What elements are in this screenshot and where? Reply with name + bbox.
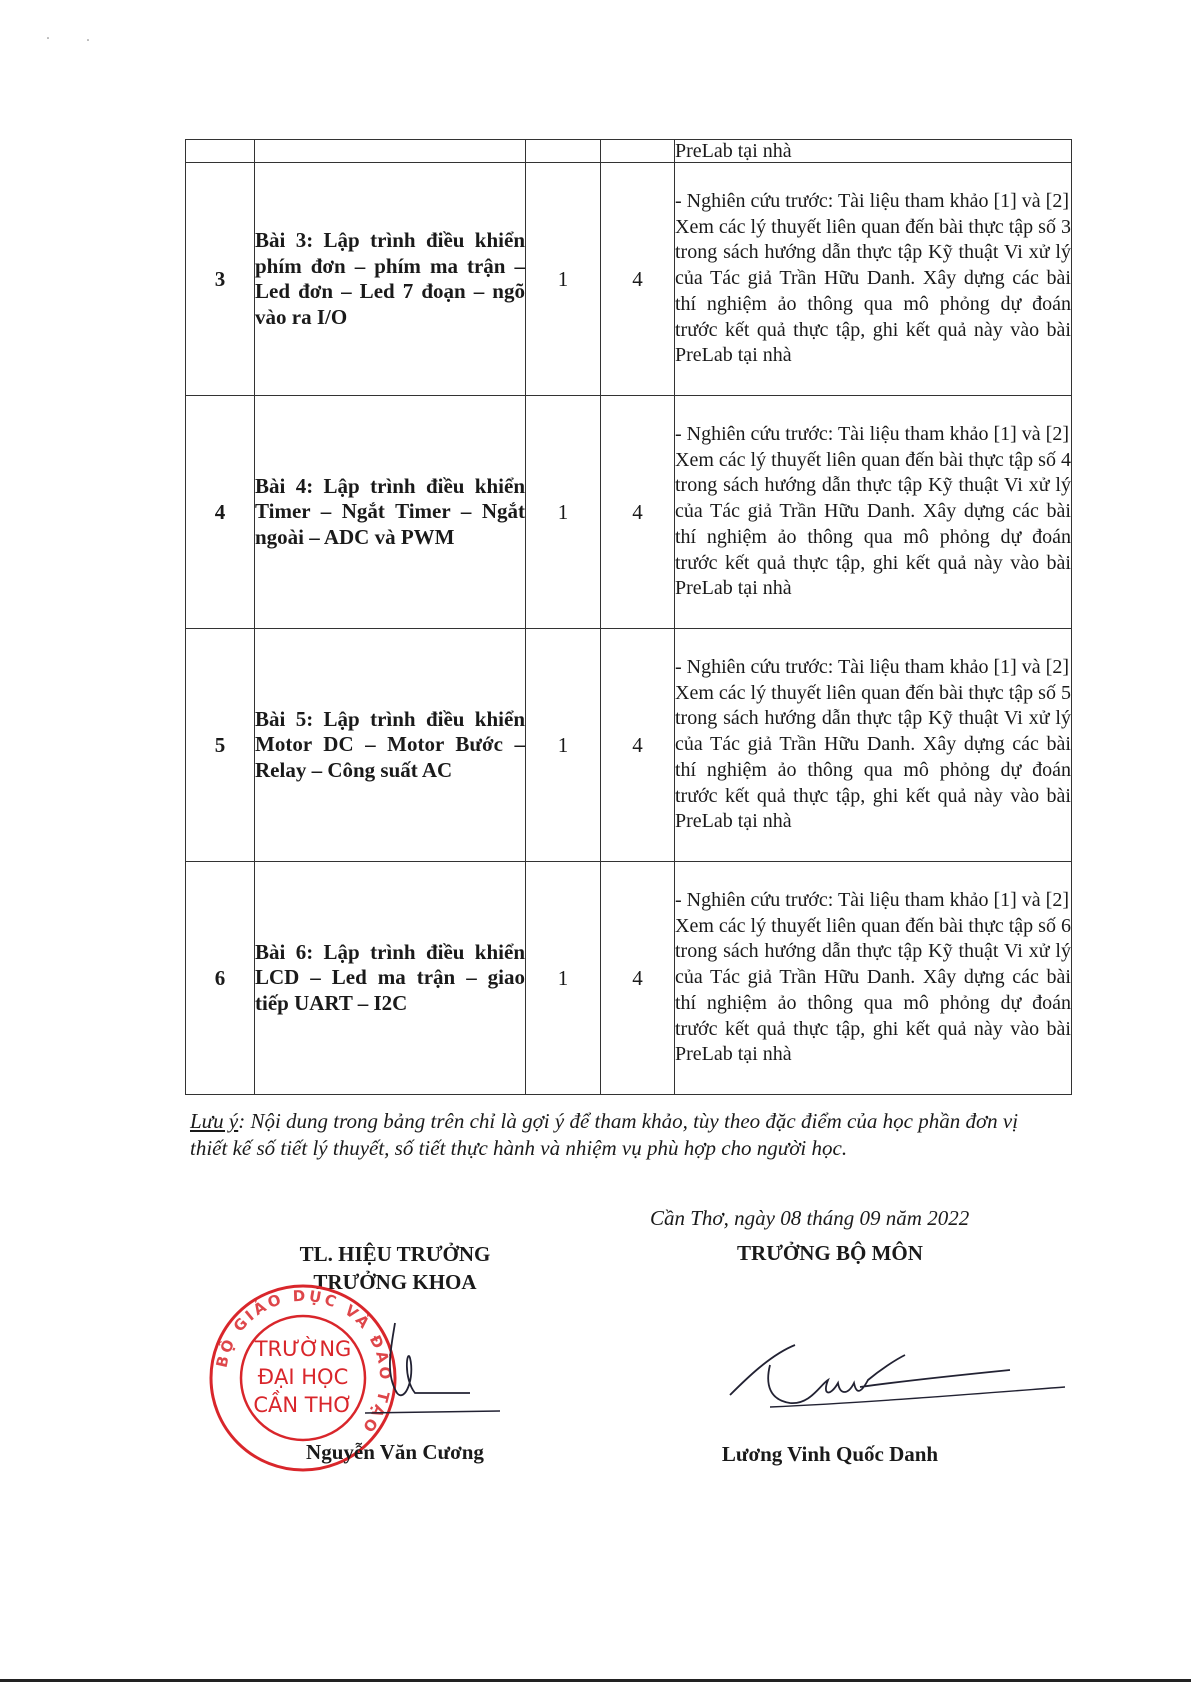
note-label: Lưu ý: [190, 1109, 239, 1133]
cell-ly-thuyet: 1: [526, 163, 601, 396]
stamp-ring-text: BỘ GIÁO DỤC VÀ ĐÀO TẠO: [212, 1286, 395, 1438]
scan-bottom-edge: [0, 1679, 1191, 1682]
left-signature: [355, 1318, 505, 1428]
table-row: [186, 629, 1072, 862]
right-signature: [710, 1325, 1070, 1435]
cell-task: PreLab tại nhà: [675, 140, 1072, 163]
cell-task: [675, 396, 1072, 629]
table-row: [186, 862, 1072, 1095]
left-title-line-2: TRƯỞNG KHOA: [313, 1270, 477, 1294]
stamp-line-2: ĐẠI HỌC: [257, 1365, 349, 1389]
table-row: [186, 396, 1072, 629]
cell-task: [675, 629, 1072, 862]
task-detail: Xem các lý thuyết liên quan đến bài thực tập số 4 trong sách hướng dẫn thực tập Kỹ thuật Vi xử lý của Tác giả Trần Hữu Danh. Xây dựng các bài thí nghiệm ảo thông qua mô phỏng dự đoán trước kết quả thực tập, ghi kết quả này vào bài PreLab tại nhà: [675, 448, 1071, 600]
cell-thuc-hanh: 4: [601, 163, 675, 396]
cell-task: [675, 862, 1072, 1095]
left-title-line-1: TL. HIỆU TRƯỞNG: [299, 1242, 491, 1266]
task-research: - Nghiên cứu trước: Tài liệu tham khảo [1] và [2]: [675, 655, 1069, 678]
cell-thuc-hanh-empty: [601, 140, 675, 163]
cell-ly-thuyet: 1: [526, 629, 601, 862]
task-detail: Xem các lý thuyết liên quan đến bài thực tập số 6 trong sách hướng dẫn thực tập Kỹ thuật Vi xử lý của Tác giả Trần Hữu Danh. Xây dựng các bài thí nghiệm ảo thông qua mô phỏng dự đoán trước kết quả thực tập, ghi kết quả này vào bài PreLab tại nhà: [675, 914, 1071, 1066]
task-research: - Nghiên cứu trước: Tài liệu tham khảo [1] và [2]: [675, 422, 1069, 445]
cell-lesson-title: Bài 3: Lập trình điều khiển phím đơn – phím ma trận – Led đơn – Led 7 đoạn – ngõ vào ra I/O: [255, 163, 526, 396]
cell-title-empty: [255, 140, 526, 163]
note-text: : Nội dung trong bảng trên chỉ là gợi ý để tham khảo, tùy theo đặc điểm của học phần đơn vị thiết kế số tiết lý thuyết, số tiết thực hành và nhiệm vụ phù hợp cho người học.: [190, 1109, 1019, 1160]
cell-stt: 3: [186, 163, 255, 396]
scan-specks: [0, 0, 120, 60]
right-signatory-name: Lương Vinh Quốc Danh: [721, 1442, 939, 1466]
date-line: Cần Thơ, ngày 08 tháng 09 năm 2022: [650, 1206, 970, 1230]
cell-thuc-hanh: 4: [601, 629, 675, 862]
cell-thuc-hanh: 4: [601, 862, 675, 1095]
cell-ly-thuyet-empty: [526, 140, 601, 163]
cell-stt-empty: [186, 140, 255, 163]
task-detail: Xem các lý thuyết liên quan đến bài thực tập số 5 trong sách hướng dẫn thực tập Kỹ thuật Vi xử lý của Tác giả Trần Hữu Danh. Xây dựng các bài thí nghiệm ảo thông qua mô phỏng dự đoán trước kết quả thực tập, ghi kết quả này vào bài PreLab tại nhà: [675, 681, 1071, 833]
cell-stt: 5: [186, 629, 255, 862]
table-row-continued: [186, 140, 1072, 163]
task-research: - Nghiên cứu trước: Tài liệu tham khảo [1] và [2]: [675, 189, 1069, 212]
stamp-line-3: CẦN THƠ: [253, 1393, 353, 1417]
cell-ly-thuyet: 1: [526, 862, 601, 1095]
cell-stt: 6: [186, 862, 255, 1095]
cell-lesson-title: Bài 4: Lập trình điều khiển Timer – Ngắt Timer – Ngắt ngoài – ADC và PWM: [255, 396, 526, 629]
note-paragraph: [190, 1108, 1060, 1162]
cell-ly-thuyet: 1: [526, 396, 601, 629]
right-signatory-title: TRƯỞNG BỘ MÔN: [737, 1241, 923, 1265]
task-detail: Xem các lý thuyết liên quan đến bài thực tập số 3 trong sách hướng dẫn thực tập Kỹ thuật Vi xử lý của Tác giả Trần Hữu Danh. Xây dựng các bài thí nghiệm ảo thông qua mô phỏng dự đoán trước kết quả thực tập, ghi kết quả này vào bài PreLab tại nhà: [675, 215, 1071, 367]
cell-lesson-title: Bài 5: Lập trình điều khiển Motor DC – Motor Bước – Relay – Công suất AC: [255, 629, 526, 862]
cell-task: [675, 163, 1072, 396]
lesson-plan-table: [185, 139, 1072, 1095]
cell-lesson-title: Bài 6: Lập trình điều khiển LCD – Led ma trận – giao tiếp UART – I2C: [255, 862, 526, 1095]
stamp-line-1: TRƯỜNG: [254, 1337, 352, 1361]
task-research: - Nghiên cứu trước: Tài liệu tham khảo [1] và [2]: [675, 888, 1069, 911]
table-row: [186, 163, 1072, 396]
left-signatory-name: Nguyễn Văn Cương: [306, 1440, 484, 1464]
cell-thuc-hanh: 4: [601, 396, 675, 629]
cell-stt: 4: [186, 396, 255, 629]
